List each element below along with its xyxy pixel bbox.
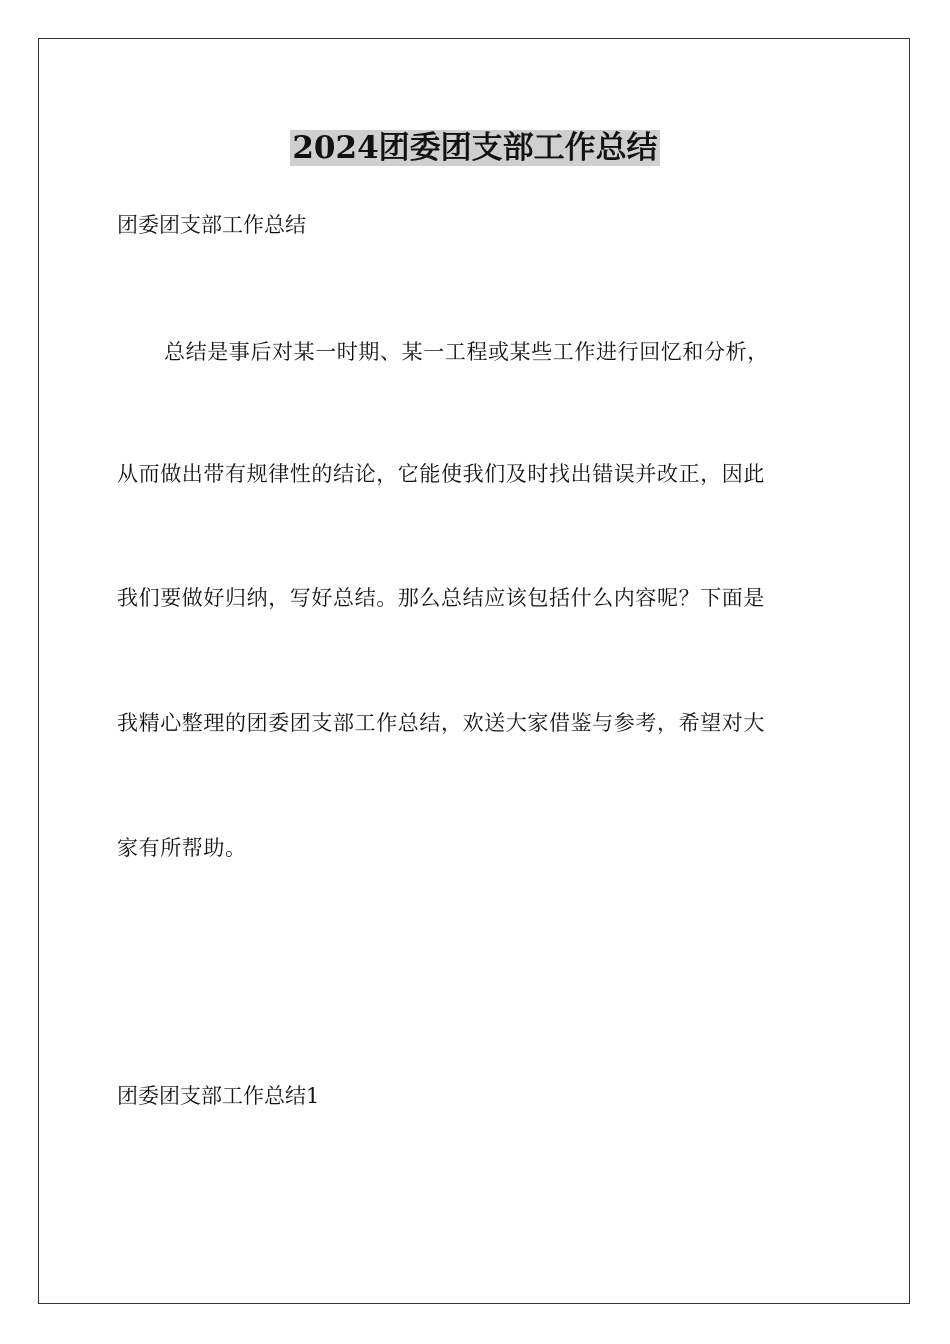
section-heading: 团委团支部工作总结1 [117, 1084, 320, 1108]
intro-paragraph-line-4: 我精心整理的团委团支部工作总结，欢送大家借鉴与参考，希望对大 [117, 711, 765, 735]
intro-paragraph-line-5: 家有所帮助。 [117, 836, 247, 860]
intro-paragraph-line-2: 从而做出带有规律性的结论，它能使我们及时找出错误并改正，因此 [117, 462, 765, 486]
document-title-text: 2024团委团支部工作总结 [292, 130, 658, 166]
document-subtitle: 团委团支部工作总结 [117, 213, 306, 237]
intro-paragraph-line-1: 总结是事后对某一时期、某一工程或某些工作进行回忆和分析， [164, 340, 769, 364]
document-title [0, 126, 950, 170]
intro-paragraph-line-3: 我们要做好归纳，写好总结。那么总结应该包括什么内容呢？下面是 [117, 586, 765, 610]
